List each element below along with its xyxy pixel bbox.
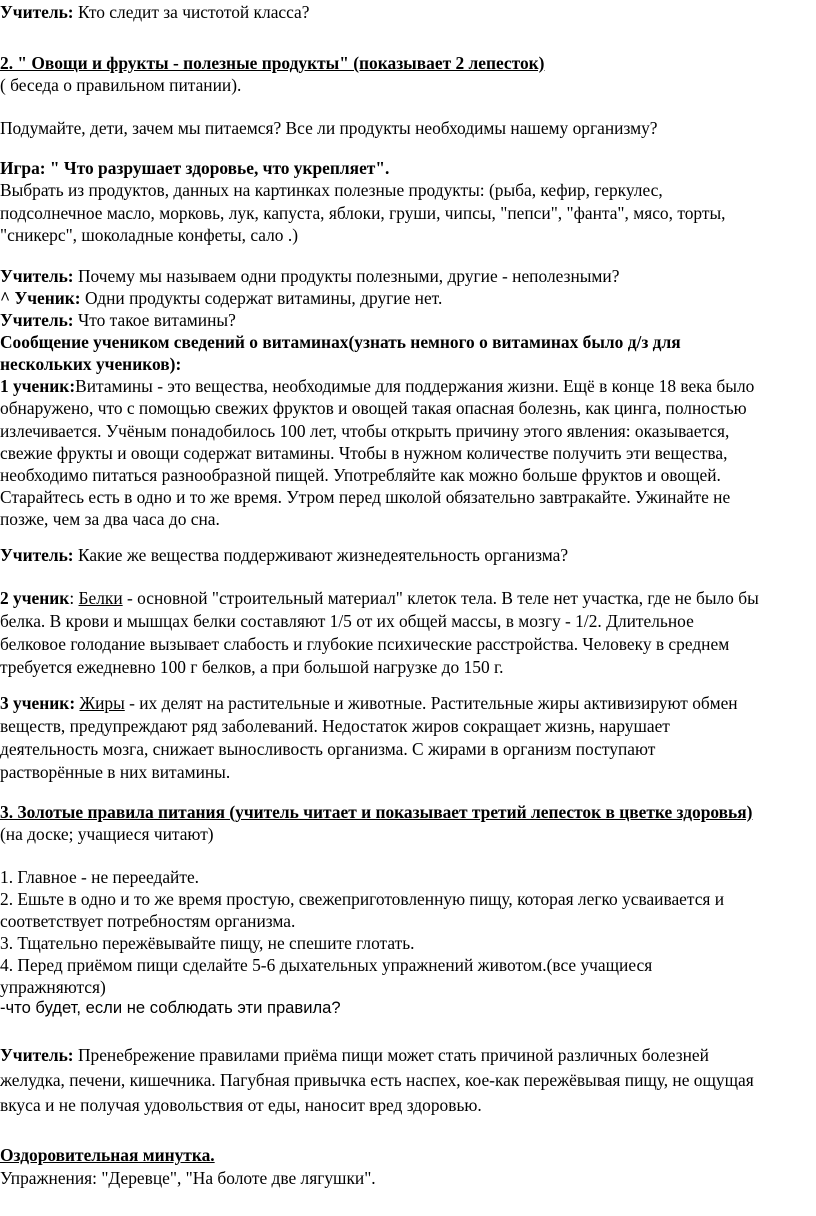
student-3-line: растворённые в них витамины. <box>0 762 231 782</box>
student-1-label: 1 ученик: <box>0 376 76 396</box>
student-2-text: - основной "строительный материал" клеток тела. В теле нет участка, где не было бы <box>122 588 759 608</box>
caret-mark: ^ <box>0 288 15 308</box>
teacher-label: Учитель: <box>0 2 74 22</box>
teacher-question: Что такое витамины? <box>73 310 236 330</box>
student-2-label: 2 ученик <box>0 588 70 608</box>
rule-item: 1. Главное - не переедайте. <box>0 867 200 887</box>
student-2-line: белковое голодание вызывает слабость и глубокие психические расстройства. Человеку в среднем <box>0 634 730 654</box>
message-heading-line: нескольких учеников): <box>0 354 182 374</box>
section-2-heading: 2. " Овощи и фрукты - полезные продукты" (показывает 2 лепесток) <box>0 53 545 73</box>
teacher-line-cleanliness <box>0 1 310 23</box>
proteins-term: Белки <box>78 588 123 608</box>
student-1-line: свежие фрукты и овощи содержат витамины. Чтобы в нужном количестве получить эти вещества, <box>0 443 728 463</box>
student-3-line: веществ, предупреждают ряд заболеваний. Недостаток жиров сокращает жизнь, нарушает <box>0 716 670 736</box>
exercises-line: Упражнения: "Деревце", "На болоте две лягушки". <box>0 1168 376 1188</box>
student-2-line <box>0 587 759 609</box>
student-2-line: белка. В крови и мышцах белки составляют 1/5 от их общей массы, в мозгу - 1/2. Длительное <box>0 611 694 631</box>
health-minute-heading: Оздоровительная минутка. <box>0 1145 215 1165</box>
message-heading-line: Сообщение учеником сведений о витаминах(узнать немного о витаминах было д/з для <box>0 332 681 352</box>
student-3-line: деятельность мозга, снижает выносливость организма. С жирами в организм поступают <box>0 739 656 759</box>
rule-item: 2. Ешьте в одно и то же время простую, свежеприготовленную пищу, которая легко усваивается и <box>0 889 725 909</box>
teacher-question: Почему мы называем одни продукты полезными, другие - неполезными? <box>73 266 620 286</box>
student-label: Ученик: <box>14 288 81 308</box>
teacher-statement-line: вкуса и не получая удовольствия от еды, наносит вред здоровью. <box>0 1095 482 1115</box>
section-3-heading: 3. Золотые правила питания (учитель читает и показывает третий лепесток в цветке здоровья) <box>0 802 753 822</box>
game-text-line: подсолнечное масло, морковь, лук, капуста, яблоки, груши, чипсы, "пепси", "фанта", мясо, торты, <box>0 203 726 223</box>
teacher-statement-line: желудка, печени, кишечника. Пагубная привычка есть наспех, кое-как пережёвывая пищу, не ощущая <box>0 1070 754 1090</box>
teacher-label: Учитель: <box>0 1045 74 1065</box>
student-3-text: - их делят на растительные и животные. Растительные жиры активизируют обмен <box>124 693 738 713</box>
teacher-line-why <box>0 265 619 287</box>
think-question: Подумайте, дети, зачем мы питаемся? Все ли продукты необходимы нашему организму? <box>0 118 658 138</box>
student-2-line: требуется ежедневно 100 г белков, а при большой нагрузке до 150 г. <box>0 657 504 677</box>
colon-separator: : <box>69 588 79 608</box>
section-2-subtitle: ( беседа о правильном питании). <box>0 75 242 95</box>
student-answer-line <box>0 287 442 309</box>
teacher-line-neglect <box>0 1044 709 1066</box>
student-3-line <box>0 692 738 714</box>
student-1-text: Витамины - это вещества, необходимые для поддержания жизни. Ещё в конце 18 века было <box>75 376 755 396</box>
fats-term: Жиры <box>79 693 125 713</box>
rules-question: -что будет, если не соблюдать эти правила? <box>0 998 341 1017</box>
teacher-label: Учитель: <box>0 545 74 565</box>
student-3-label: 3 ученик: <box>0 693 76 713</box>
section-3-subtitle: (на доске; учащиеся читают) <box>0 824 214 844</box>
teacher-line-vitamins <box>0 309 236 331</box>
rule-item: 4. Перед приёмом пищи сделайте 5-6 дыхательных упражнений животом.(все учащиеся <box>0 955 653 975</box>
student-1-line: необходимо питаться разнообразной пищей. Употребляйте как можно больше фруктов и овощей. <box>0 465 721 485</box>
student-1-line: позже, чем за два часа до сна. <box>0 509 220 529</box>
teacher-question: Какие же вещества поддерживают жизнедеятельность организма? <box>73 545 569 565</box>
game-text-line: Выбрать из продуктов, данных на картинках полезные продукты: (рыба, кефир, геркулес, <box>0 180 663 200</box>
student-1-line: Старайтесь есть в одно и то же время. Утром перед школой обязательно завтракайте. Ужинайте не <box>0 487 731 507</box>
game-heading: Игра: " Что разрушает здоровье, что укрепляет". <box>0 158 390 178</box>
teacher-statement: Пренебрежение правилами приёма пищи может стать причиной различных болезней <box>73 1045 709 1065</box>
student-1-line: излечивается. Учёным понадобилось 100 лет, чтобы открыть причину этого явления: оказывается, <box>0 421 730 441</box>
student-1-line <box>0 375 754 397</box>
rule-item: упражняются) <box>0 977 106 997</box>
game-text-line: "сникерс", шоколадные конфеты, сало .) <box>0 225 298 245</box>
teacher-label: Учитель: <box>0 266 74 286</box>
teacher-question: Кто следит за чистотой класса? <box>73 2 310 22</box>
rule-item: 3. Тщательно пережёвывайте пищу, не спешите глотать. <box>0 933 415 953</box>
student-1-line: обнаружено, что с помощью свежих фруктов и овощей такая опасная болезнь, как цинга, полностью <box>0 398 747 418</box>
rule-item: соответствует потребностям организма. <box>0 911 296 931</box>
teacher-line-substances <box>0 544 568 566</box>
teacher-label: Учитель: <box>0 310 74 330</box>
student-answer: Одни продукты содержат витамины, другие нет. <box>80 288 443 308</box>
